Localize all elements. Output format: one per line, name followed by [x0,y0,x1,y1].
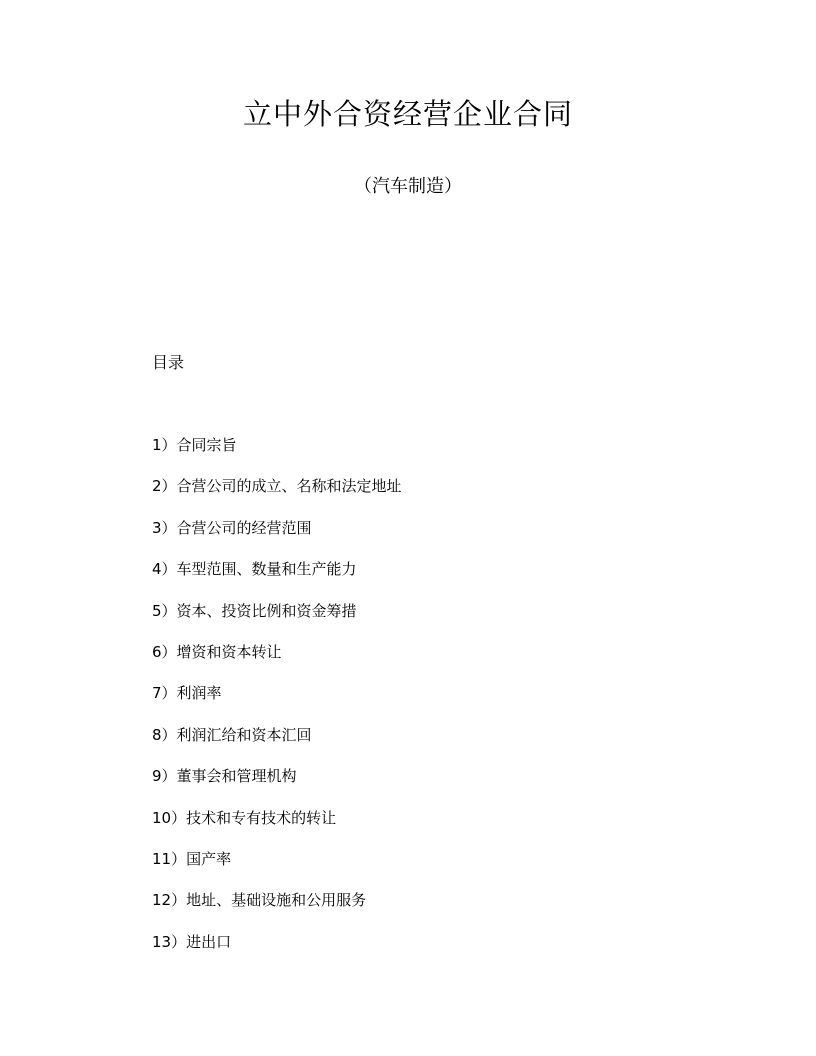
toc-item: 4）车型范围、数量和生产能力 [152,560,357,579]
toc-item: 2）合营公司的成立、名称和法定地址 [152,477,402,496]
toc-item: 5）资本、投资比例和资金筹措 [152,601,357,620]
toc-item: 8）利润汇给和资本汇回 [152,725,312,744]
document-subtitle: （汽车制造） [354,176,462,197]
toc-item: 6）增资和资本转让 [152,642,282,661]
toc-item: 13）进出口 [152,932,232,951]
document-title: 立中外合资经营企业合同 [242,97,573,131]
toc-item: 12）地址、基础设施和公用服务 [152,891,367,910]
toc-item: 3）合营公司的经营范围 [152,518,312,537]
toc-item: 11）国产率 [152,849,232,868]
toc-heading: 目录 [152,353,185,372]
toc-list [152,433,402,971]
toc-item: 1）合同宗旨 [152,436,237,454]
toc-item: 7）利润率 [152,684,222,703]
toc-item: 9）董事会和管理机构 [152,767,297,786]
toc-item: 10）技术和专有技术的转让 [152,808,337,827]
